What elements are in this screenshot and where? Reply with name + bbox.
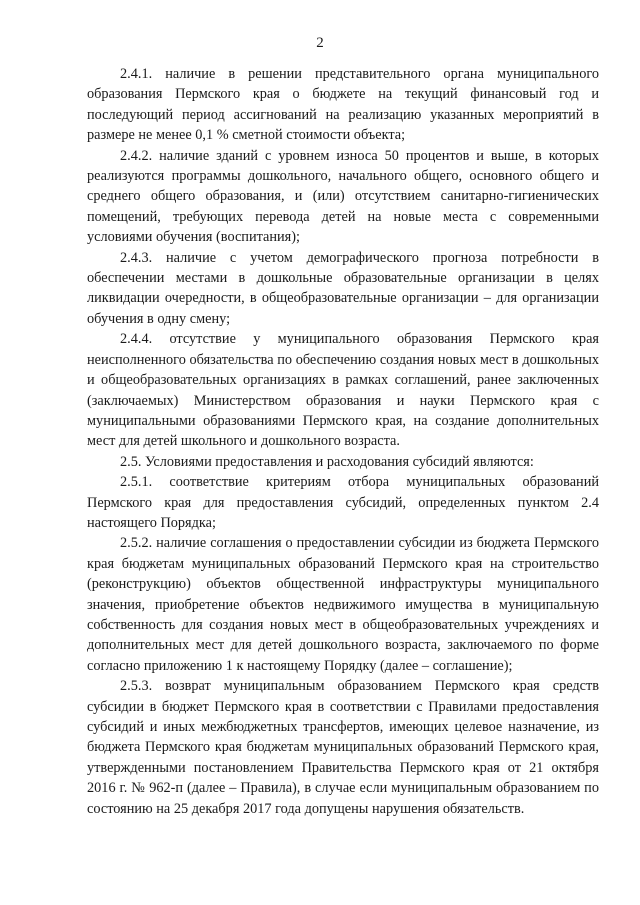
paragraph-2-4-1: 2.4.1. наличие в решении представительного органа муниципального образования Пермского края о бюджете на текущий финансовый год и последующий период ассигнований на реализацию указанных мероприятий в размере не менее 0,1 % сметной стоимости объекта; <box>87 66 599 144</box>
paragraph-2-4-2: 2.4.2. наличие зданий с уровнем износа 50 процентов и выше, в которых реализуются программы дошкольного, начального общего, основного общего и среднего общего образования, и (или) отсутствием санитарно-гигиенических помещений, требующих перевода детей на новые места с современными условиями обучения (воспитания); <box>87 147 599 246</box>
page-number: 2 <box>316 35 324 51</box>
paragraph-2-5-3: 2.5.3. возврат муниципальным образованием Пермского края средств субсидии в бюджет Пермского края в соответствии с Правилами предоставления субсидий и иных межбюджетных трансфертов, имеющих целевое назначение, из бюджета Пермского края бюджетам муниципальных образований Пермского края, утвержденными постановлением Правительства Пермского края от 21 октября 2016 г. № 962-п (далее – Правила), в случае если муниципальным образованием по состоянию на 25 декабря 2017 года допущены нарушения обязательств. <box>87 678 599 817</box>
paragraph-2-5-2: 2.5.2. наличие соглашения о предоставлении субсидии из бюджета Пермского края бюджетам муниципальных образований Пермского края на строительство (реконструкцию) объектов общественной инфраструктуры муниципального значения, приобретение объектов недвижимого имущества в муниципальную собственность для создания новых мест в общеобразовательных учреждениях и дополнительных мест для детей дошкольного возраста, заключаемого по форме согласно приложению 1 к настоящему Порядку (далее – соглашение); <box>87 535 599 674</box>
document-body <box>87 64 599 819</box>
paragraph-2-4-4: 2.4.4. отсутствие у муниципального образования Пермского края неисполненного обязательства по обеспечению создания новых мест в дошкольных и общеобразовательных организациях в рамках соглашений, ранее заключенных (заключаемых) Министерством образования и науки Пермского края с муниципальными образованиями Пермского края, на создание дополнительных мест для детей школьного и дошкольного возраста. <box>87 331 599 450</box>
paragraph-2-4-3: 2.4.3. наличие с учетом демографического прогноза потребности в обеспечении местами в дошкольные образовательные организации в целях ликвидации очередности, в общеобразовательные организации – для организации обучения в одну смену; <box>87 249 599 327</box>
paragraph-2-5-1: 2.5.1. соответствие критериям отбора муниципальных образований Пермского края для предоставления субсидий, определенных пунктом 2.4 настоящего Порядка; <box>87 474 599 531</box>
paragraph-2-5: 2.5. Условиями предоставления и расходования субсидий являются: <box>120 453 534 470</box>
